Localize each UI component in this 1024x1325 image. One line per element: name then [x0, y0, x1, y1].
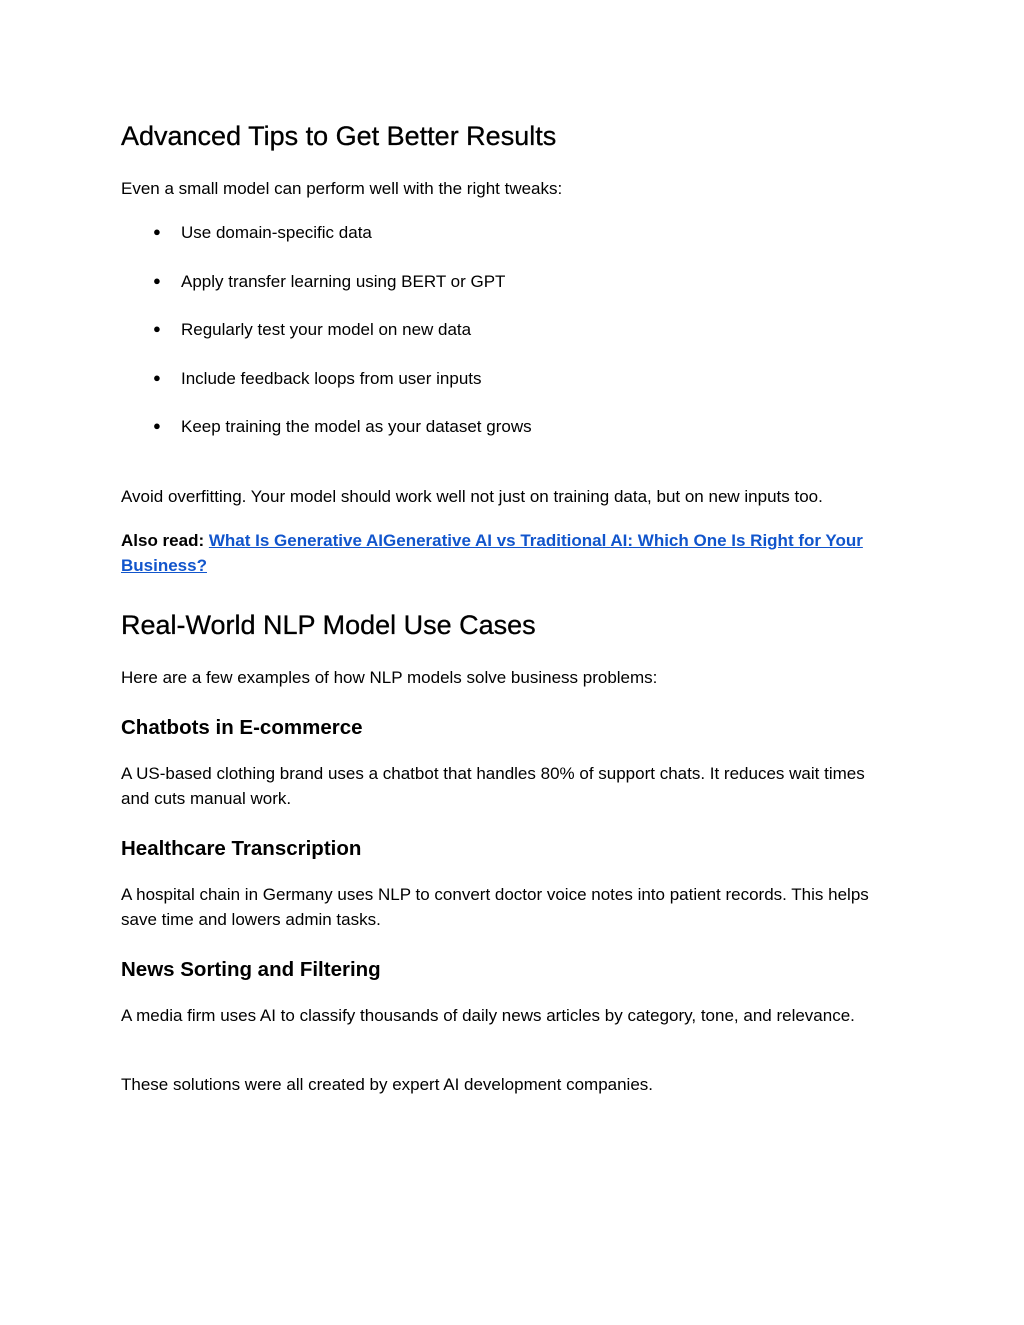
- case-title-healthcare: Healthcare Transcription: [121, 837, 362, 860]
- case-title-chatbots: Chatbots in E-commerce: [121, 716, 363, 739]
- section-heading-advanced-tips: Advanced Tips to Get Better Results: [121, 121, 557, 151]
- section-intro: Here are a few examples of how NLP models solve business problems:: [121, 668, 658, 687]
- case-title-news: News Sorting and Filtering: [121, 958, 381, 981]
- bullet-icon: ●: [153, 418, 161, 433]
- closing-text: These solutions were all created by expert AI development companies.: [121, 1075, 654, 1094]
- case-text-healthcare: A hospital chain in Germany uses NLP to convert doctor voice notes into patient records. This helps save time and lowers admin tasks.: [121, 885, 869, 929]
- case-text-news: A media firm uses AI to classify thousands of daily news articles by category, tone, and relevance.: [121, 1006, 855, 1025]
- bullet-icon: ●: [153, 224, 161, 239]
- case-text-chatbots: A US-based clothing brand uses a chatbot that handles 80% of support chats. It reduces wait times and cuts manual work.: [121, 764, 865, 808]
- section-intro: Even a small model can perform well with the right tweaks:: [121, 179, 563, 198]
- list-item-text: Regularly test your model on new data: [181, 320, 472, 339]
- list-item-text: Keep training the model as your dataset grows: [181, 417, 532, 436]
- bullet-icon: ●: [153, 273, 161, 288]
- list-item-text: Use domain-specific data: [181, 223, 372, 242]
- also-read-line: [121, 529, 891, 578]
- list-item-text: Include feedback loops from user inputs: [181, 369, 482, 388]
- also-read-link[interactable]: What Is Generative AIGenerative AI vs Traditional AI: Which One Is Right for Your Business?: [121, 531, 863, 575]
- bullet-icon: ●: [153, 321, 161, 336]
- section-heading-use-cases: Real-World NLP Model Use Cases: [121, 610, 536, 640]
- overfitting-note: Avoid overfitting. Your model should work well not just on training data, but on new inputs too.: [121, 487, 823, 506]
- list-item-text: Apply transfer learning using BERT or GPT: [181, 272, 506, 291]
- bullet-icon: ●: [153, 370, 161, 385]
- also-read-label: Also read:: [121, 531, 205, 550]
